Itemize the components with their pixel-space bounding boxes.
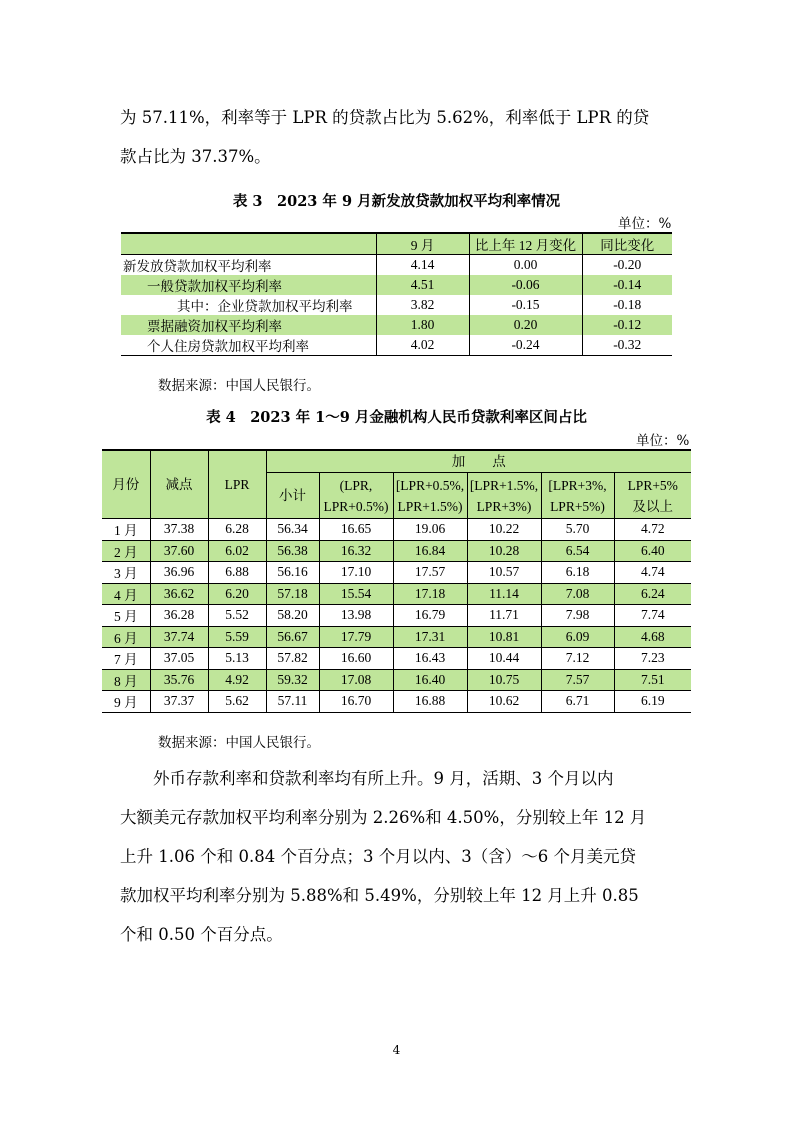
value-cell: 56.34 [266, 519, 319, 541]
value-cell: 6.71 [541, 691, 614, 713]
header-bucket-4 [541, 473, 614, 519]
month-cell: 1 月 [102, 519, 150, 541]
value-cell: 37.74 [150, 626, 208, 648]
value-cell: 57.82 [266, 648, 319, 670]
value-cell: 10.75 [467, 669, 541, 691]
intro-line-2: 款占比为 37.37%。 [120, 147, 271, 166]
value-cell: 6.02 [208, 540, 266, 562]
table-row [102, 583, 691, 605]
value-cell: 6.18 [541, 562, 614, 584]
value-cell: 7.98 [541, 605, 614, 627]
value-cell: 17.08 [319, 669, 393, 691]
value-cell: 56.67 [266, 626, 319, 648]
cell: -0.14 [582, 275, 672, 295]
table-row [102, 648, 691, 670]
value-cell: 5.62 [208, 691, 266, 713]
row-label: 一般贷款加权平均利率 [121, 275, 376, 295]
cell: 4.14 [376, 255, 469, 276]
value-cell: 7.08 [541, 583, 614, 605]
header-bucket-5-bottom: 及以上 [632, 498, 673, 514]
intro-line-1: 为 57.11%，利率等于 LPR 的贷款占比为 5.62%，利率低于 LPR 的贷 [120, 108, 650, 127]
value-cell: 17.31 [393, 626, 467, 648]
value-cell: 4.72 [614, 519, 691, 541]
cell: -0.12 [582, 315, 672, 335]
value-cell: 10.57 [467, 562, 541, 584]
header-bucket-5-top: LPR+5% [627, 477, 678, 493]
value-cell: 16.65 [319, 519, 393, 541]
value-cell: 16.79 [393, 605, 467, 627]
header-bucket-1-top: (LPR, [339, 477, 373, 493]
value-cell: 5.70 [541, 519, 614, 541]
table-row [102, 605, 691, 627]
value-cell: 16.88 [393, 691, 467, 713]
cell: 0.00 [469, 255, 582, 276]
header-down: 减点 [150, 450, 208, 519]
table-row [121, 295, 672, 315]
value-cell: 57.18 [266, 583, 319, 605]
cell: -0.18 [582, 295, 672, 315]
value-cell: 5.59 [208, 626, 266, 648]
month-cell: 7 月 [102, 648, 150, 670]
value-cell: 17.57 [393, 562, 467, 584]
table-row [102, 691, 691, 713]
table3-header-yoy: 同比变化 [582, 233, 672, 255]
header-bucket-1 [319, 473, 393, 519]
month-cell: 2 月 [102, 540, 150, 562]
header-subtotal: 小计 [266, 473, 319, 519]
header-bucket-4-bottom: LPR+5%) [550, 498, 605, 514]
cell: 3.82 [376, 295, 469, 315]
value-cell: 59.32 [266, 669, 319, 691]
month-cell: 4 月 [102, 583, 150, 605]
cell: 4.02 [376, 335, 469, 356]
header-bucket-3-top: [LPR+1.5%, [469, 477, 539, 493]
value-cell: 15.54 [319, 583, 393, 605]
cell: -0.24 [469, 335, 582, 356]
table-row [121, 275, 672, 295]
header-lpr: LPR [208, 450, 266, 519]
table4-source: 数据来源：中国人民银行。 [158, 735, 320, 751]
value-cell: 37.60 [150, 540, 208, 562]
value-cell: 5.52 [208, 605, 266, 627]
value-cell: 6.24 [614, 583, 691, 605]
header-bucket-2 [393, 473, 467, 519]
value-cell: 6.20 [208, 583, 266, 605]
table-row [102, 626, 691, 648]
value-cell: 6.19 [614, 691, 691, 713]
value-cell: 4.74 [614, 562, 691, 584]
value-cell: 7.57 [541, 669, 614, 691]
month-cell: 5 月 [102, 605, 150, 627]
table4-header-row-1 [102, 450, 691, 473]
cell: -0.32 [582, 335, 672, 356]
value-cell: 19.06 [393, 519, 467, 541]
header-month: 月份 [102, 450, 150, 519]
value-cell: 17.18 [393, 583, 467, 605]
value-cell: 10.22 [467, 519, 541, 541]
value-cell: 16.43 [393, 648, 467, 670]
header-bucket-2-top: [LPR+0.5%, [395, 477, 465, 493]
value-cell: 10.28 [467, 540, 541, 562]
paragraph-line-5: 个和 0.50 个百分点。 [120, 925, 283, 944]
table3-header-sep: 9 月 [376, 233, 469, 255]
table3 [121, 232, 672, 356]
cell: 1.80 [376, 315, 469, 335]
value-cell: 6.88 [208, 562, 266, 584]
table3-unit: 单位：% [618, 216, 672, 232]
table3-header-blank [121, 233, 376, 255]
header-plus: 加 点 [266, 450, 691, 473]
value-cell: 56.38 [266, 540, 319, 562]
table-row [102, 669, 691, 691]
table-row [102, 519, 691, 541]
value-cell: 17.10 [319, 562, 393, 584]
cell: -0.15 [469, 295, 582, 315]
table3-header-row [121, 233, 672, 255]
value-cell: 37.37 [150, 691, 208, 713]
paragraph-line-4: 款加权平均利率分别为 5.88%和 5.49%，分别较上年 12 月上升 0.85 [120, 886, 639, 905]
cell: -0.06 [469, 275, 582, 295]
row-label: 票据融资加权平均利率 [121, 315, 376, 335]
value-cell: 13.98 [319, 605, 393, 627]
header-bucket-1-bottom: LPR+0.5%) [323, 498, 389, 514]
month-cell: 6 月 [102, 626, 150, 648]
month-cell: 3 月 [102, 562, 150, 584]
value-cell: 4.68 [614, 626, 691, 648]
row-label: 其中：企业贷款加权平均利率 [177, 299, 353, 314]
body-paragraph [120, 759, 675, 954]
table4 [102, 449, 691, 713]
intro-paragraph [120, 98, 675, 176]
value-cell: 36.96 [150, 562, 208, 584]
value-cell: 6.28 [208, 519, 266, 541]
value-cell: 6.40 [614, 540, 691, 562]
cell: -0.20 [582, 255, 672, 276]
table3-source: 数据来源：中国人民银行。 [158, 378, 320, 394]
header-bucket-3 [467, 473, 541, 519]
value-cell: 16.84 [393, 540, 467, 562]
month-cell: 8 月 [102, 669, 150, 691]
table4-unit: 单位：% [636, 433, 690, 449]
header-bucket-4-top: [LPR+3%, [548, 477, 607, 493]
value-cell: 10.81 [467, 626, 541, 648]
table4-body [102, 519, 691, 713]
page-number: 4 [392, 1043, 401, 1057]
value-cell: 11.71 [467, 605, 541, 627]
table-row [102, 562, 691, 584]
value-cell: 36.62 [150, 583, 208, 605]
paragraph-line-1: 外币存款利率和贷款利率均有所上升。9 月，活期、3 个月以内 [153, 769, 614, 788]
value-cell: 36.28 [150, 605, 208, 627]
value-cell: 7.74 [614, 605, 691, 627]
value-cell: 4.92 [208, 669, 266, 691]
paragraph-line-3: 上升 1.06 个和 0.84 个百分点；3 个月以内、3（含）～6 个月美元贷 [120, 847, 636, 866]
table3-header-ytd: 比上年 12 月变化 [469, 233, 582, 255]
value-cell: 37.05 [150, 648, 208, 670]
value-cell: 37.38 [150, 519, 208, 541]
table-row [121, 335, 672, 356]
value-cell: 35.76 [150, 669, 208, 691]
value-cell: 58.20 [266, 605, 319, 627]
value-cell: 7.12 [541, 648, 614, 670]
month-cell: 9 月 [102, 691, 150, 713]
value-cell: 17.79 [319, 626, 393, 648]
paragraph-line-2: 大额美元存款加权平均利率分别为 2.26%和 4.50%，分别较上年 12 月 [120, 808, 647, 827]
value-cell: 57.11 [266, 691, 319, 713]
cell: 0.20 [469, 315, 582, 335]
value-cell: 56.16 [266, 562, 319, 584]
value-cell: 16.60 [319, 648, 393, 670]
row-label: 新发放贷款加权平均利率 [123, 259, 272, 274]
value-cell: 16.32 [319, 540, 393, 562]
value-cell: 10.44 [467, 648, 541, 670]
header-bucket-3-bottom: LPR+3%) [476, 498, 532, 514]
table3-caption: 表 3 2023 年 9 月新发放贷款加权平均利率情况 [232, 193, 561, 210]
header-bucket-2-bottom: LPR+1.5%) [397, 498, 463, 514]
table-row [121, 255, 672, 276]
value-cell: 7.51 [614, 669, 691, 691]
value-cell: 11.14 [467, 583, 541, 605]
value-cell: 6.09 [541, 626, 614, 648]
cell: 4.51 [376, 275, 469, 295]
table-row [121, 315, 672, 335]
row-label: 个人住房贷款加权平均利率 [147, 339, 309, 354]
table4-caption: 表 4 2023 年 1～9 月金融机构人民币贷款利率区间占比 [206, 409, 587, 426]
table-row [102, 540, 691, 562]
value-cell: 10.62 [467, 691, 541, 713]
value-cell: 5.13 [208, 648, 266, 670]
value-cell: 7.23 [614, 648, 691, 670]
value-cell: 6.54 [541, 540, 614, 562]
header-bucket-5 [614, 473, 691, 519]
value-cell: 16.70 [319, 691, 393, 713]
value-cell: 16.40 [393, 669, 467, 691]
